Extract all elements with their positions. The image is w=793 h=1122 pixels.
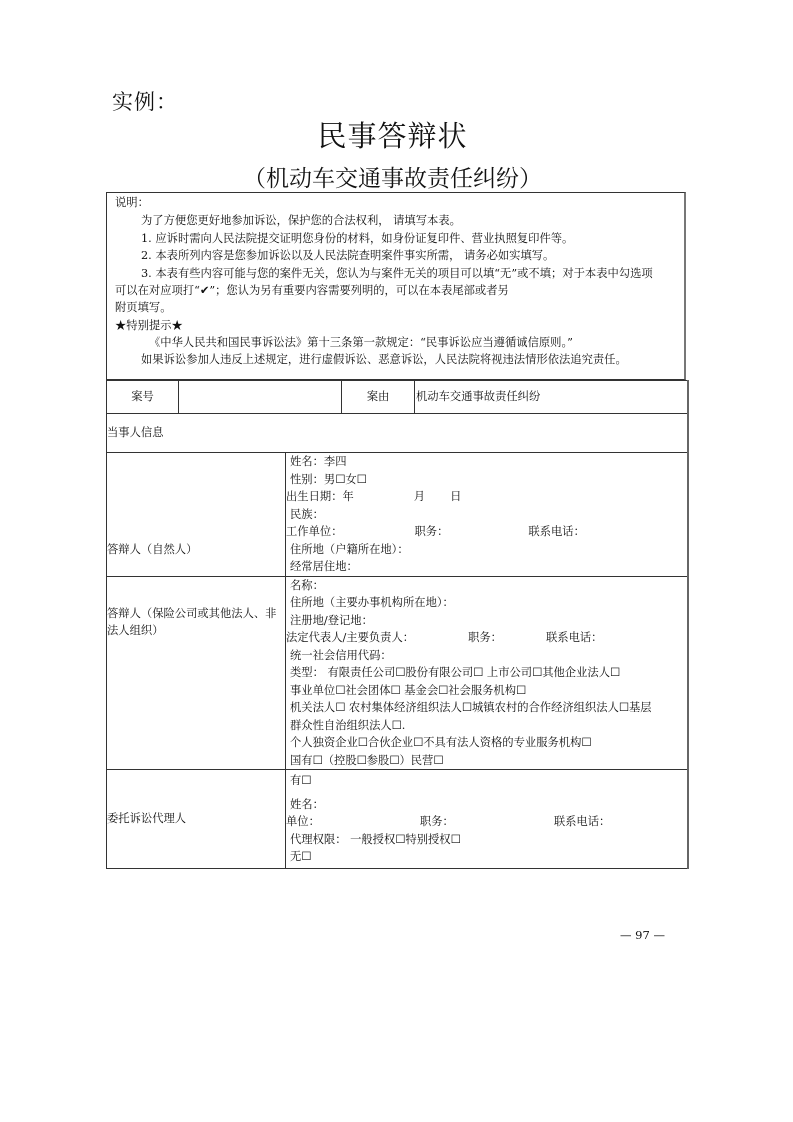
notes-item-1: 1. 应诉时需向人民法院提交证明您身份的材料，如身份证复印件、营业执照复印件等。	[141, 232, 574, 245]
employment-field[interactable]	[286, 523, 687, 541]
legal-person-fields[interactable]	[286, 576, 688, 770]
org-address-field[interactable]: 住所地（主要办事机构所在地）：	[290, 596, 454, 609]
employer: 工作单位：	[286, 525, 343, 538]
case-number-label: 案号	[107, 381, 179, 414]
party-info-heading: 当事人信息	[107, 414, 688, 453]
org-type-options-1[interactable]: 类型： 有限责任公司☐股份有限公司☐ 上市公司☐其他企业法人☐	[290, 666, 621, 679]
agent-unit-field[interactable]	[286, 813, 687, 831]
org-type-options-3[interactable]: 机关法人☐ 农村集体经济组织法人☐城镇农村的合作经济组织法人☐基层	[290, 701, 652, 714]
ethnicity-field[interactable]: 民族：	[290, 507, 324, 521]
position: 职务：	[419, 815, 454, 829]
checkmark-icon: ✔	[199, 284, 210, 297]
position: 职务：	[414, 525, 449, 538]
agent-name-field[interactable]: 姓名：	[290, 797, 324, 811]
registered-address-field[interactable]: 注册地/登记地：	[290, 613, 373, 627]
birth-day: 日	[450, 490, 462, 503]
notes-item-3-end: 附页填写。	[115, 301, 172, 314]
ownership-options[interactable]: 国有☐（控股☐参股☐）民营☐	[290, 753, 444, 767]
subtitle-text: （机动车交通事故责任纠纷）	[243, 166, 542, 192]
agent-authority-options[interactable]: 代理权限： 一般授权☐特别授权☐	[290, 832, 461, 846]
case-number-field[interactable]	[179, 381, 342, 414]
natural-person-label: 答辩人（自然人）	[107, 453, 286, 577]
phone: 联系电话：	[545, 631, 603, 644]
notes-text: 可以在对应项打“	[115, 284, 200, 297]
example-label: 实例：	[112, 90, 178, 114]
notes-item-2: 2. 本表所列内容是您参加诉讼以及人民法院查明案件事实所需， 请务必如实填写。	[141, 249, 555, 262]
agent-none-checkbox[interactable]: 无☐	[290, 850, 312, 864]
domicile-field[interactable]: 住所地（户籍所在地）：	[290, 542, 409, 556]
birth-month: 月	[413, 490, 426, 503]
legal-person-label	[107, 576, 286, 770]
cause-field[interactable]: 机动车交通事故责任纠纷	[415, 381, 688, 414]
agent-row	[107, 770, 688, 869]
notes-heading: 说明：	[115, 196, 149, 209]
document-subtitle	[0, 160, 793, 193]
law-quote: 《中华人民共和国民事诉讼法》第十三条第一款规定：“民事诉讼应当遵循诚信原则。”	[149, 336, 573, 349]
birth-date-field[interactable]	[286, 488, 687, 506]
cause-label: 案由	[342, 381, 415, 414]
org-type-options-4[interactable]: 群众性自治组织法人☐.	[290, 718, 406, 732]
org-name-field[interactable]: 名称：	[290, 578, 324, 592]
agent-fields[interactable]	[286, 770, 688, 869]
document-title	[0, 114, 793, 155]
answer-form-table	[106, 380, 689, 869]
legal-person-label-line1: 答辩人（保险公司或其他法人、非	[107, 606, 277, 620]
birth-year: 出生日期：年	[286, 490, 354, 503]
natural-person-row	[107, 453, 688, 577]
natural-person-fields[interactable]	[286, 453, 688, 577]
representative-field[interactable]	[286, 629, 687, 647]
org-type-options-5[interactable]: 个人独资企业☐合伙企业☐不具有法人资格的专业服务机构☐	[290, 736, 592, 749]
legal-warning: 如果诉讼参加人违反上述规定，进行虚假诉讼、恶意诉讼，人民法院将视违法情形依法追究责任。	[141, 353, 627, 366]
position: 职务：	[468, 631, 502, 644]
legal-person-label-line2: 法人组织）	[107, 624, 164, 637]
gender-field[interactable]: 性别：男☐女☐	[290, 472, 367, 486]
case-row	[107, 381, 688, 414]
agent-yes-checkbox[interactable]: 有☐	[290, 774, 312, 788]
page-number: — 97 —	[620, 928, 665, 942]
notes-text: ”；您认为另有重要内容需要列明的，可以在本表尾部或者另	[209, 284, 509, 297]
notes-intro: 为了方便您更好地参加诉讼，保护您的合法权利， 请填写本表。	[141, 214, 461, 227]
special-notice-heading: ★特别提示★	[115, 319, 183, 332]
name-field[interactable]: 姓名：李四	[290, 455, 347, 468]
representative: 法定代表人/主要负责人：	[286, 631, 415, 644]
credit-code-field[interactable]: 统一社会信用代码：	[290, 648, 392, 662]
agent-label: 委托诉讼代理人	[107, 770, 286, 869]
legal-person-row	[107, 576, 688, 770]
phone: 联系电话：	[553, 815, 611, 829]
org-type-options-2[interactable]: 事业单位☐社会团体☐ 基金会☐社会服务机构☐	[290, 683, 527, 697]
unit: 单位：	[286, 815, 320, 829]
notes-item-3-cont	[115, 284, 509, 298]
notes-item-3: 3. 本表有些内容可能与您的案件无关，您认为与案件无关的项目可以填“无”或不填；对于本表中勾选项	[141, 267, 653, 280]
party-info-row	[107, 414, 688, 453]
residence-field[interactable]: 经常居住地：	[290, 560, 358, 573]
phone: 联系电话：	[528, 525, 585, 538]
title-text: 民事答辩状	[317, 119, 468, 153]
instructions-box	[106, 192, 686, 380]
